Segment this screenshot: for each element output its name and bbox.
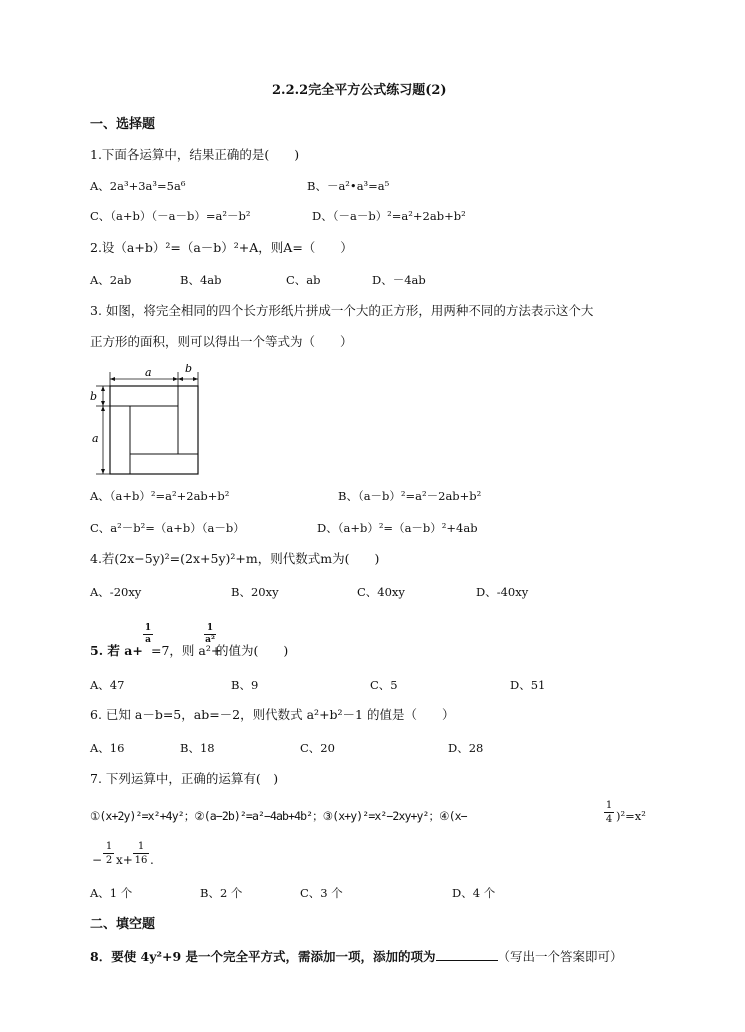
q1-option-a: A、2a³+3a³=5a⁶ [90, 179, 186, 193]
q7-frac-2-bar [103, 853, 114, 854]
q3-option-d: D、（a+b）²=（a－b）²+4ab [317, 521, 478, 535]
q7-option-a: A、1 个 [90, 886, 133, 900]
question-5-stem-part3: 的值为( ) [216, 643, 289, 658]
q7-frac-1-denominator: 4 [605, 814, 613, 825]
q8-stem-text: 8．要使 4y²+9 是一个完全平方式，需添加一项，添加的项为 [90, 949, 436, 964]
q5-option-a: A、47 [90, 678, 125, 692]
q3-option-a: A、（a+b）²=a²+2ab+b² [90, 489, 230, 503]
q5-fraction-2-numerator: 1 [206, 623, 214, 633]
fig-label-a-top: a [145, 366, 152, 379]
q7-option-d: D、4 个 [452, 886, 496, 900]
square-figure [88, 364, 208, 483]
q7-line2-end: . [150, 853, 154, 867]
q2-option-a: A、2ab [90, 273, 132, 287]
q4-option-c: C、40xy [357, 585, 405, 599]
question-4-stem: 4.若(2x−5y)²=(2x+5y)²+m，则代数式m为( ) [90, 551, 380, 566]
q8-stem-tail: （写出一个答案即可） [497, 949, 623, 964]
q5-fraction-2-denominator: a² [205, 635, 215, 645]
q3-option-b: B、（a－b）²=a²－2ab+b² [338, 489, 482, 503]
q1-option-d: D、（－a－b）²=a²+2ab+b² [312, 209, 466, 223]
q3-option-c: C、a²－b²=（a+b）（a－b） [90, 521, 245, 535]
q6-option-c: C、20 [300, 741, 335, 755]
q7-frac-3-denominator: 16 [134, 855, 148, 866]
q6-option-b: B、18 [180, 741, 215, 755]
q8-answer-blank[interactable] [436, 948, 498, 961]
figure-outer-square [110, 386, 198, 474]
q7-frac-1-numerator: 1 [605, 800, 613, 811]
q7-statements-line1: ①(x+2y)²=x²+4y²；②(a−2b)²=a²−4ab+4b²；③(x+y)²=x²−2xy+y²；④(x− [90, 809, 467, 823]
q5-option-c: C、5 [370, 678, 398, 692]
q4-option-b: B、20xy [231, 585, 279, 599]
q7-frac-2-numerator: 1 [105, 841, 113, 852]
question-5-stem-part2: =7，则 a²+ [151, 643, 222, 658]
fig-label-a-left: a [92, 432, 99, 445]
q7-line2-minus: − [92, 853, 103, 867]
q4-option-d: D、-40xy [476, 585, 529, 599]
question-5-stem-part1: 5. 若 a+ [90, 643, 143, 658]
q5-fraction-1-denominator: a [145, 635, 151, 645]
q5-option-d: D、51 [510, 678, 546, 692]
q7-option-b: B、2 个 [200, 886, 243, 900]
section-heading-fill: 二、填空题 [90, 917, 156, 932]
question-3-stem-line1: 3. 如图，将完全相同的四个长方形纸片拼成一个大的正方形，用两种不同的方法表示这个大 [90, 303, 594, 318]
page-title: 2.2.2完全平方公式练习题(2) [272, 83, 447, 98]
q7-option-c: C、3 个 [300, 886, 343, 900]
q7-frac-3-bar [133, 853, 149, 854]
q6-option-d: D、28 [448, 741, 484, 755]
q2-option-d: D、－4ab [372, 273, 426, 287]
question-2-stem: 2.设（a+b）²=（a－b）²+A，则A=（ ） [90, 240, 353, 255]
q7-frac-2-denominator: 2 [105, 855, 113, 866]
q7-statements-line1-end: )²=x² [616, 809, 646, 823]
q6-option-a: A、16 [90, 741, 125, 755]
q7-frac-1-bar [604, 812, 614, 813]
q1-option-b: B、－a²•a³=a⁵ [307, 179, 390, 193]
fig-label-b-top: b [185, 364, 193, 375]
q7-line2-middle: x+ [116, 853, 133, 867]
q2-option-b: B、4ab [180, 273, 222, 287]
q7-frac-3-numerator: 1 [137, 841, 145, 852]
question-8-stem [90, 948, 623, 965]
q5-option-b: B、9 [231, 678, 259, 692]
question-6-stem: 6. 已知 a－b=5，ab=－2，则代数式 a²+b²－1 的值是（ ） [90, 707, 455, 722]
section-heading-choice: 一、选择题 [90, 117, 156, 132]
q5-fraction-1-numerator: 1 [144, 623, 152, 633]
fig-label-b-left: b [90, 390, 98, 403]
question-7-stem: 7. 下列运算中，正确的运算有( ) [90, 771, 279, 786]
question-1-stem: 1.下面各运算中，结果正确的是( ) [90, 147, 300, 162]
q1-option-c: C、（a+b）（－a－b）=a²－b² [90, 209, 251, 223]
q2-option-c: C、ab [286, 273, 321, 287]
question-3-stem-line2: 正方形的面积，则可以得出一个等式为（ ） [90, 334, 353, 349]
q4-option-a: A、-20xy [90, 585, 142, 599]
